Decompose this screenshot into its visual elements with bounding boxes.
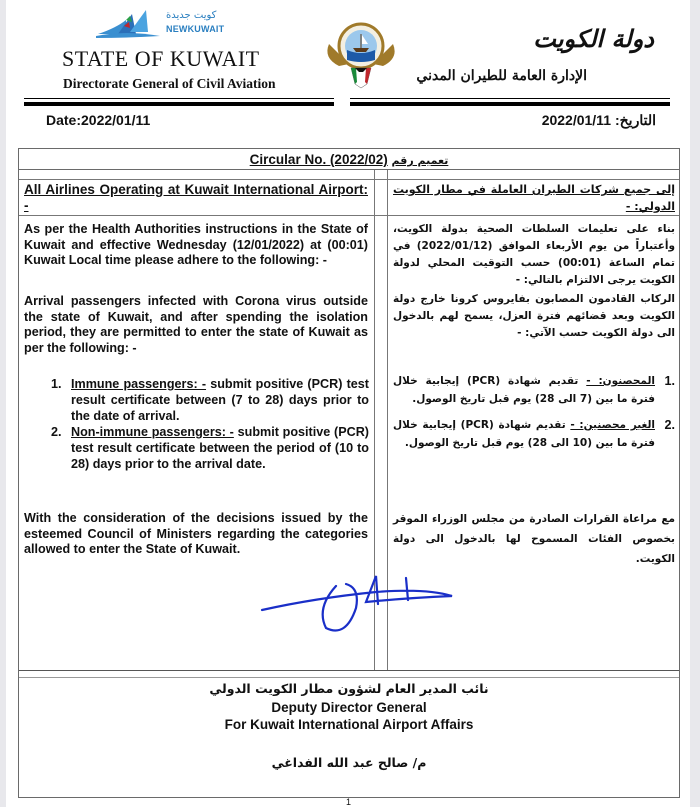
circular-title-en: Circular No. (2022/02) — [249, 152, 388, 167]
circular-title — [19, 149, 679, 170]
header-divider — [350, 102, 670, 106]
list-item — [393, 372, 675, 408]
sail-logo-icon — [96, 8, 162, 40]
infected-passengers-paragraph-ar: الركاب القادمون المصابون بفايروس كرونا خارج دولة الكويت وبعد قضائهم فترة العزل، يسمح لهم بالدخول الى دولة الكويت حسب الآتي: - — [393, 293, 675, 339]
list-item — [51, 424, 369, 472]
addressee-en: All Airlines Operating at Kuwait International Airport: - — [24, 182, 368, 213]
instructions-paragraph-ar: بناء على تعليمات السلطات الصحية بدولة الكويت، وأعتباراً من يوم الأربعاء الموافق (2022/01/12) في تمام الساعة (00:01) حسب التوقيت المحلي لدولة الكويت يرجى الالتزام بالتالي: - — [393, 223, 675, 286]
council-decisions-paragraph-ar: مع مراعاة القرارات الصادرة من مجلس الوزراء الموقر بخصوص الفئات المسموح لها بالدخول الى دولة الكويت. — [393, 513, 675, 565]
circular-table — [18, 148, 680, 798]
list-item-label: الغير محصنين: - — [570, 419, 655, 431]
table-divider — [19, 670, 679, 671]
date-en: Date:2022/01/11 — [46, 112, 151, 128]
list-item-text: تقديم شهادة (PCR) إيجابية خلال فترة ما بين (7 الى 28) يوم قبل تاريخ الوصول. — [393, 375, 655, 405]
signatory-title-en-line1: Deputy Director General — [271, 700, 427, 715]
date-ar-value: 2022/01/11 — [541, 112, 611, 128]
date-ar — [542, 112, 656, 129]
council-decisions-paragraph-en: With the consideration of the decisions issued by the esteemed Council of Ministers regarding the categories allowed to enter the State of Kuwait. — [24, 511, 368, 556]
list-item-text: submit positive (PCR) test result certificate between (7 to 28) days prior to the date of arrival. — [71, 377, 369, 423]
handwritten-signature-icon — [256, 568, 456, 638]
directorate-title-ar: الإدارة العامة للطيران المدني — [416, 68, 587, 84]
date-ar-label: التاريخ: — [614, 112, 656, 128]
infected-passengers-paragraph-en: Arrival passengers infected with Corona virus outside the state of Kuwait, and after spending the isolation period, they are permitted to enter the state of Kuwait as per the following: - — [24, 294, 368, 355]
list-item-text: تقديم شهادة (PCR) إيجابية خلال فترة ما بين (10 الى 28) يوم قبل تاريخ الوصول. — [393, 419, 655, 449]
list-item-label: Immune passengers: - — [71, 377, 207, 391]
circular-title-ar: تعميم رقم — [391, 154, 449, 167]
list-item-text: submit positive (PCR) test result certificate between the period of (10 to 28) days prior to the arrival date. — [71, 425, 369, 471]
newkuwait-logo-text: NEWKUWAIT — [166, 24, 225, 34]
signature-block — [19, 679, 679, 770]
table-divider — [19, 179, 679, 180]
list-item — [51, 376, 369, 424]
state-title-ar: دولة الكويت — [533, 24, 654, 53]
table-divider — [19, 677, 679, 678]
directorate-title-en: Directorate General of Civil Aviation — [63, 76, 276, 91]
signatory-title-ar: نائب المدير العام لشؤون مطار الكويت الدولي — [209, 681, 489, 696]
newkuwait-logo-arabic: كويت جديدة — [166, 10, 217, 21]
signatory-name-ar: م/ صالح عبد الله الفداغي — [271, 755, 427, 770]
list-item-label: Non-immune passengers: - — [71, 425, 234, 439]
newkuwait-logo — [96, 8, 236, 40]
header-divider — [24, 98, 334, 99]
kuwait-emblem-icon — [319, 14, 403, 90]
list-number: .1 — [664, 374, 675, 388]
document-page — [6, 0, 690, 807]
list-item-label: المحصنون: - — [586, 375, 655, 387]
requirements-list-en — [51, 376, 369, 472]
page-number: 1 — [346, 797, 352, 807]
list-number: 1. — [51, 377, 62, 391]
list-item — [393, 416, 675, 452]
signatory-title-en-line2: For Kuwait International Airport Affairs — [224, 717, 474, 732]
instructions-paragraph-en: As per the Health Authorities instructions in the State of Kuwait and effective Wednesday (12/01/2022) at (00:01) Kuwait Local time please adhere to the following: - — [24, 222, 368, 267]
header-divider — [350, 98, 670, 99]
requirements-list-ar — [393, 372, 675, 460]
list-number: 2. — [51, 425, 62, 439]
header-divider — [24, 102, 334, 106]
state-title-en: STATE OF KUWAIT — [62, 46, 260, 71]
list-number: .2 — [664, 418, 675, 432]
addressee-ar: إلى جميع شركات الطيران العاملة في مطار الكويت الدولي: - — [393, 183, 675, 213]
table-divider — [19, 215, 679, 216]
